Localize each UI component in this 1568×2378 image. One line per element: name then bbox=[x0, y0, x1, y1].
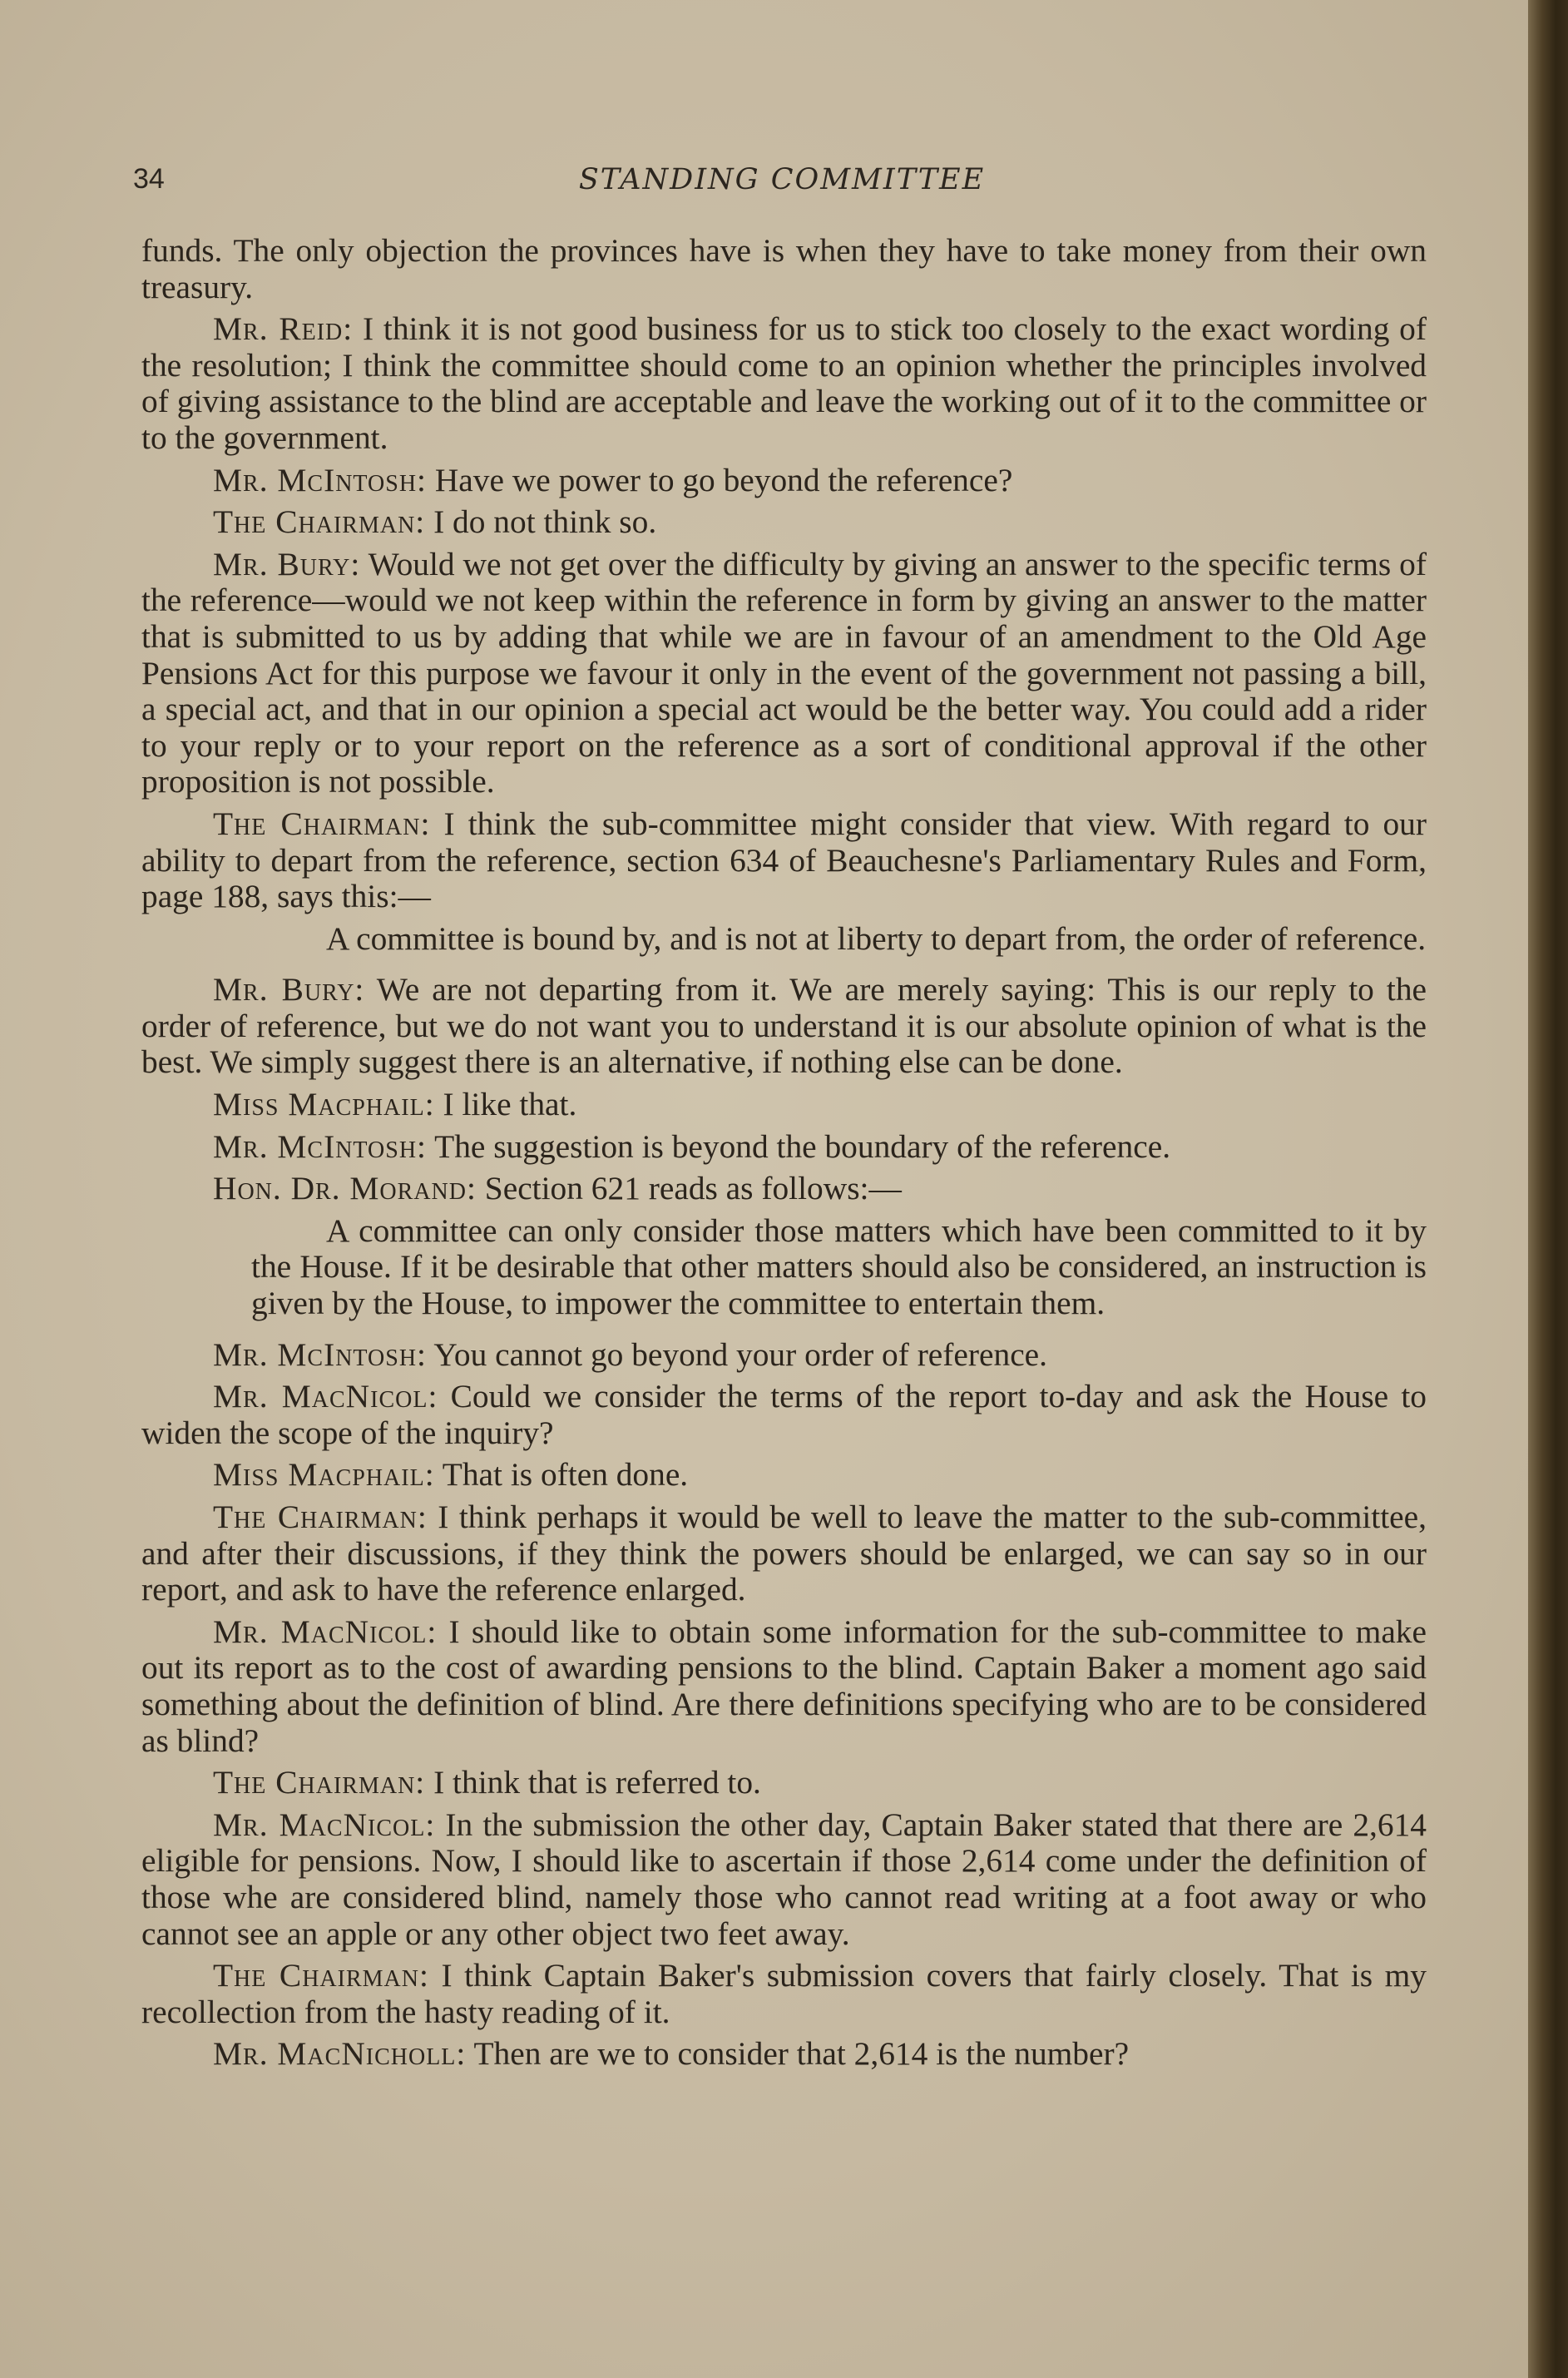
speaker-name: The Chairman: bbox=[213, 503, 426, 541]
paragraph bbox=[141, 1087, 1427, 1123]
speaker-name: Hon. Dr. Morand: bbox=[213, 1170, 477, 1207]
paragraph bbox=[141, 1958, 1427, 2030]
paragraph-text: I think perhaps it would be well to leave the matter to the sub-committee, and after their discussions, if they think the powers should be enlarged, we can say so in our report, and ask to have the reference enlarged. bbox=[141, 1499, 1427, 1608]
paragraph-text: Section 621 reads as follows:— bbox=[484, 1170, 902, 1207]
paragraph bbox=[141, 504, 1427, 541]
paragraph-text: funds. The only objection the provinces have is when they have to take money from their own treasury. bbox=[141, 232, 1427, 305]
paragraph bbox=[141, 1807, 1427, 1952]
speaker-name: The Chairman: bbox=[213, 805, 431, 842]
block-quote bbox=[251, 1213, 1427, 1322]
paragraph bbox=[141, 1171, 1427, 1207]
paragraph bbox=[141, 463, 1427, 499]
paragraph bbox=[141, 311, 1427, 456]
speaker-name: Miss Macphail: bbox=[213, 1086, 435, 1123]
book-binding-edge bbox=[1528, 0, 1568, 2378]
paragraph bbox=[141, 1337, 1427, 1374]
speaker-name: Mr. Bury: bbox=[213, 971, 365, 1008]
speaker-name: Mr. MacNicol: bbox=[213, 1378, 438, 1415]
paragraph bbox=[141, 1499, 1427, 1608]
paragraph bbox=[141, 1129, 1427, 1166]
paragraph-text: I think the sub-committee might consider that view. With regard to our ability to depart from the reference, section 634 of Beauchesne's Parliamentary Rules and Form, page 188, says this:— bbox=[141, 805, 1427, 915]
speaker-name: Mr. MacNicholl: bbox=[213, 2035, 467, 2073]
paragraph-text: We are not departing from it. We are merely saying: This is our reply to the order of reference, but we do not want you to understand it is our absolute opinion of what is the best. We simply suggest there is an alternative, if nothing else can be done. bbox=[141, 971, 1427, 1081]
paragraph bbox=[141, 972, 1427, 1081]
quote-text: A committee is bound by, and is not at liberty to depart from, the order of reference. bbox=[326, 919, 1427, 957]
paragraph-text: Could we consider the terms of the report to-day and ask the House to widen the scope of the inquiry? bbox=[141, 1378, 1427, 1451]
speaker-name: The Chairman: bbox=[213, 1957, 429, 1994]
paragraph-text: I think it is not good business for us to stick too closely to the exact wording of the resolution; I think the committee should come to an opinion whether the principles involved of giving assistance to the blind are acceptable and leave the working out of it to the committee or to the government. bbox=[141, 310, 1427, 456]
paragraph-text: Have we power to go beyond the reference? bbox=[434, 461, 1013, 498]
block-quote bbox=[251, 921, 1427, 958]
speaker-name: Miss Macphail: bbox=[213, 1456, 435, 1494]
paragraph-text: I should like to obtain some information for the sub-committee to make out its report as to the cost of awarding pensions to the blind. Captain Baker a moment ago said something about the definition of blind. Are there definitions specifying who are to be considered as blind? bbox=[141, 1613, 1427, 1759]
paragraph-text: That is often done. bbox=[442, 1456, 689, 1494]
page-body bbox=[141, 233, 1427, 2078]
running-title: STANDING COMMITTEE bbox=[578, 163, 986, 196]
paragraph-text: In the submission the other day, Captain Baker stated that there are 2,614 eligible for pensions. Now, I should like to ascertain if those 2,614 come under the definition of those whe are considered blind, namely those who cannot read writing at a foot away or who cannot see an apple or any other object two feet away. bbox=[141, 1806, 1427, 1952]
speaker-name: Mr. McIntosh: bbox=[213, 1127, 427, 1165]
paragraph bbox=[141, 1457, 1427, 1494]
paragraph-text: I like that. bbox=[443, 1086, 577, 1123]
paragraph-text: I do not think so. bbox=[433, 503, 657, 541]
paragraph bbox=[141, 547, 1427, 800]
paragraph bbox=[141, 2036, 1427, 2073]
paragraph-text: You cannot go beyond your order of reference. bbox=[433, 1335, 1048, 1373]
paragraph bbox=[141, 1614, 1427, 1759]
speaker-name: Mr. McIntosh: bbox=[213, 461, 427, 498]
paragraph bbox=[141, 233, 1427, 305]
paragraph-text: The suggestion is beyond the boundary of the reference. bbox=[434, 1127, 1171, 1165]
speaker-name: The Chairman: bbox=[213, 1764, 426, 1801]
paragraph bbox=[141, 806, 1427, 915]
page-header bbox=[133, 163, 1431, 206]
paragraph bbox=[141, 1379, 1427, 1451]
paragraph-text: I think that is referred to. bbox=[433, 1764, 761, 1801]
speaker-name: Mr. McIntosh: bbox=[213, 1335, 427, 1373]
speaker-name: Mr. MacNicol: bbox=[213, 1613, 438, 1650]
paragraph bbox=[141, 1765, 1427, 1801]
paragraph-text: I think Captain Baker's submission covers that fairly closely. That is my recollection from the hasty reading of it. bbox=[141, 1957, 1427, 2030]
speaker-name: Mr. Bury: bbox=[213, 545, 361, 582]
page-number: 34 bbox=[133, 163, 165, 195]
paragraph-text: Would we not get over the difficulty by giving an answer to the specific terms of the reference—would we not keep within the reference in form by giving an answer to the matter that is submitted to us by adding that while we are in favour of an amendment to the Old Age Pensions Act for this purpose we favour it only in the event of the government not passing a bill, a special act, and that in our opinion a special act would be the better way. You could add a rider to your reply or to your report on the reference as a sort of conditional approval if the other proposition is not possible. bbox=[141, 545, 1427, 800]
paragraph-text: Then are we to consider that 2,614 is the number? bbox=[473, 2035, 1130, 2073]
speaker-name: The Chairman: bbox=[213, 1499, 428, 1535]
speaker-name: Mr. MacNicol: bbox=[213, 1806, 436, 1843]
quote-text: A committee can only consider those matters which have been committed to it by the House. If it be desirable that other matters should also be considered, an instruction is given by the House, to impower the committee to entertain them. bbox=[251, 1211, 1427, 1322]
speaker-name: Mr. Reid: bbox=[213, 310, 354, 348]
